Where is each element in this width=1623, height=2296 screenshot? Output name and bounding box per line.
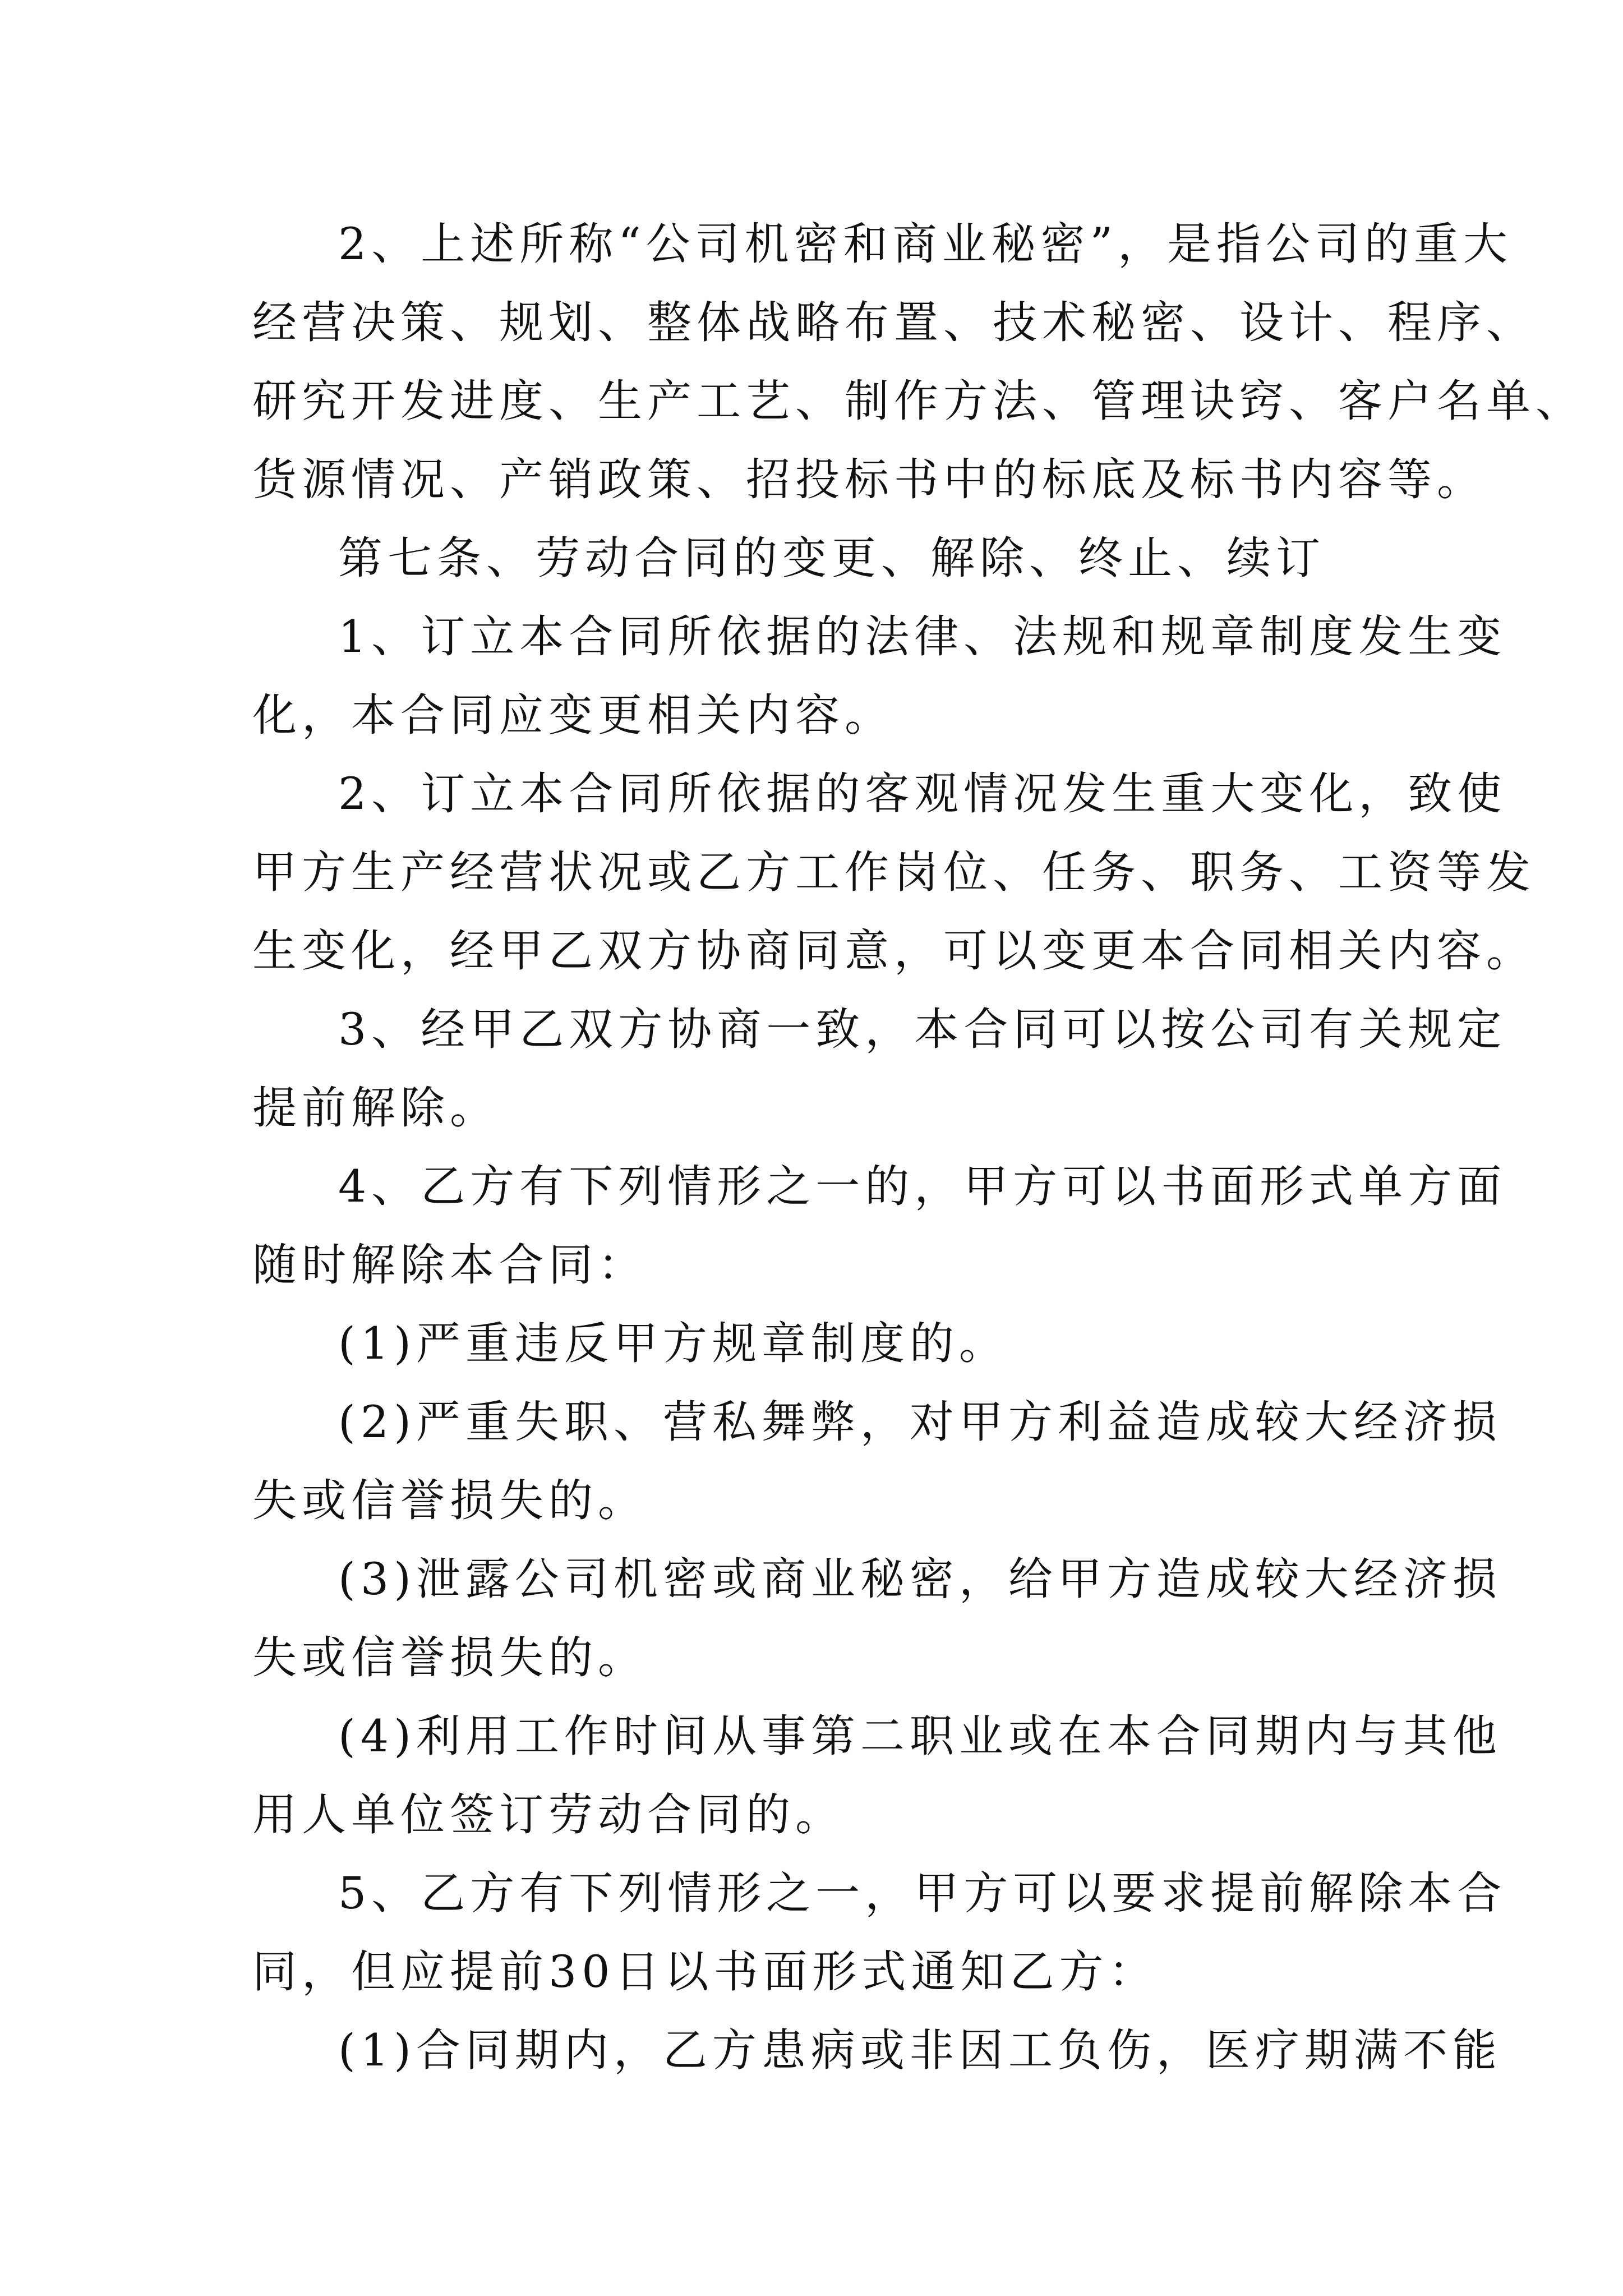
paragraph-line: 经营决策、规划、整体战略布置、技术秘密、设计、程序、 xyxy=(252,297,1536,348)
paragraph-line: 2、上述所称“公司机密和商业秘密”，是指公司的重大 xyxy=(338,218,1513,270)
list-item-line: 失或信誉损失的。 xyxy=(252,1475,647,1526)
paragraph-line: 3、经甲乙双方协商一致，本合同可以按公司有关规定 xyxy=(338,1004,1507,1055)
paragraph-line: 提前解除。 xyxy=(252,1082,499,1134)
list-item-line: (3)泄露公司机密或商业秘密，给甲方造成较大经济损 xyxy=(338,1553,1502,1605)
paragraph-line: 化，本合同应变更相关内容。 xyxy=(252,689,894,741)
paragraph-line: 同，但应提前30日以书面形式通知乙方： xyxy=(252,1946,1158,1998)
paragraph-line: 甲方生产经营状况或乙方工作岗位、任务、职务、工资等发 xyxy=(252,846,1536,898)
paragraph-line: 随时解除本合同： xyxy=(252,1239,647,1291)
paragraph-line: 5、乙方有下列情形之一，甲方可以要求提前解除本合 xyxy=(338,1867,1507,1919)
paragraph-line: 2、订立本合同所依据的客观情况发生重大变化，致使 xyxy=(338,768,1507,820)
list-item-line: (1)严重违反甲方规章制度的。 xyxy=(338,1318,1008,1369)
list-item-line: (2)严重失职、营私舞弊，对甲方利益造成较大经济损 xyxy=(338,1396,1502,1448)
list-item-line: 失或信誉损失的。 xyxy=(252,1632,647,1683)
list-item-line: (4)利用工作时间从事第二职业或在本合同期内与其他 xyxy=(338,1710,1502,1762)
paragraph-line: 研究开发进度、生产工艺、制作方法、管理诀窍、客户名单、 xyxy=(252,375,1585,427)
section-heading: 第七条、劳动合同的变更、解除、终止、续订 xyxy=(338,532,1325,584)
paragraph-line: 4、乙方有下列情形之一的，甲方可以书面形式单方面 xyxy=(338,1161,1507,1212)
paragraph-line: 1、订立本合同所依据的法律、法规和规章制度发生变 xyxy=(338,611,1507,662)
list-item-line: (1)合同期内，乙方患病或非因工负伤，医疗期满不能 xyxy=(338,2024,1502,2076)
paragraph-line: 货源情况、产销政策、招投标书中的标底及标书内容等。 xyxy=(252,454,1486,505)
paragraph-line: 生变化，经甲乙双方协商同意，可以变更本合同相关内容。 xyxy=(252,925,1536,977)
list-item-line: 用人单位签订劳动合同的。 xyxy=(252,1789,845,1841)
